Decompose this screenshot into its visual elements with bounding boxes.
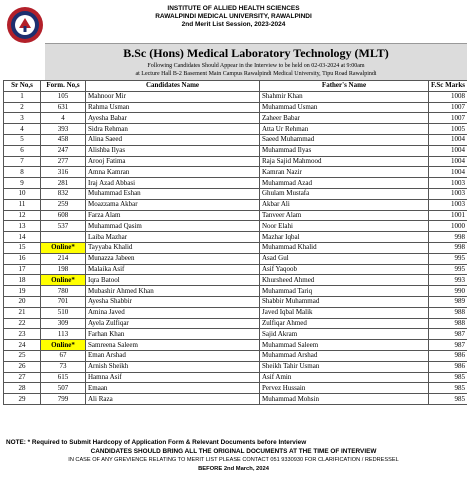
note-original-documents: CANDIDATES SHOULD BRING ALL THE ORIGINAL DOCUMENTS AT THE TIME OF INTERVIEW	[90, 448, 377, 455]
cell-father-name: Zaheer Babar	[260, 113, 429, 124]
cell-candidate-name: Iqra Batool	[86, 275, 260, 286]
cell-sr-no: 17	[4, 264, 41, 275]
cell-candidate-name: Hamna Asif	[86, 372, 260, 383]
cell-candidate-name: Emaan	[86, 383, 260, 394]
table-row	[4, 188, 467, 199]
cell-candidate-name: Farza Alam	[86, 210, 260, 221]
cell-form-no: 615	[41, 372, 86, 383]
cell-fsc-marks: 1007	[429, 113, 467, 124]
cell-candidate-name: Malaika Asif	[86, 264, 260, 275]
table-row	[4, 232, 467, 243]
cell-candidate-name: Ayesha Babar	[86, 113, 260, 124]
cell-fsc-marks: 1003	[429, 188, 467, 199]
cell-sr-no: 12	[4, 210, 41, 221]
cell-sr-no: 27	[4, 372, 41, 383]
cell-candidate-name: Ali Raza	[86, 394, 260, 405]
cell-form-no: 198	[41, 264, 86, 275]
program-title: B.Sc (Hons) Medical Laboratory Technology (MLT)	[123, 46, 389, 60]
cell-form-no: 799	[41, 394, 86, 405]
cell-fsc-marks: 988	[429, 307, 467, 318]
cell-sr-no: 4	[4, 124, 41, 135]
cell-sr-no: 9	[4, 178, 41, 189]
cell-father-name: Muhammad Azad	[260, 178, 429, 189]
table-row	[4, 318, 467, 329]
table-row	[4, 296, 467, 307]
cell-sr-no: 13	[4, 221, 41, 232]
table-row	[4, 91, 467, 102]
table-row	[4, 372, 467, 383]
table-row	[4, 264, 467, 275]
cell-candidate-name: Ayesha Shabbir	[86, 296, 260, 307]
cell-fsc-marks: 1000	[429, 221, 467, 232]
header-sr-no: Sr No,s	[4, 81, 41, 92]
cell-sr-no: 7	[4, 156, 41, 167]
cell-form-no	[41, 232, 86, 243]
merit-table	[3, 80, 467, 405]
table-row	[4, 102, 467, 113]
cell-form-no: 393	[41, 124, 86, 135]
table-row	[4, 361, 467, 372]
cell-father-name: Asif Amin	[260, 372, 429, 383]
university-title: RAWALPINDI MEDICAL UNIVERSITY, RAWALPINDI	[155, 13, 312, 20]
cell-father-name: Asad Gul	[260, 253, 429, 264]
cell-form-no: 608	[41, 210, 86, 221]
cell-father-name: Muhammad Usman	[260, 102, 429, 113]
cell-fsc-marks: 987	[429, 329, 467, 340]
cell-candidate-name: Iraj Azad Abbasi	[86, 178, 260, 189]
cell-candidate-name: Arnish Sheikh	[86, 361, 260, 372]
cell-father-name: Atta Ur Rehman	[260, 124, 429, 135]
cell-father-name: Shahmir Khan	[260, 91, 429, 102]
cell-sr-no: 5	[4, 134, 41, 145]
cell-form-no: 73	[41, 361, 86, 372]
program-banner	[45, 43, 467, 80]
cell-candidate-name: Amna Kamran	[86, 167, 260, 178]
cell-fsc-marks: 1008	[429, 91, 467, 102]
cell-candidate-name: Eman Arshad	[86, 350, 260, 361]
cell-candidate-name: Farhan Khan	[86, 329, 260, 340]
table-row	[4, 329, 467, 340]
cell-form-no: 631	[41, 102, 86, 113]
cell-sr-no: 2	[4, 102, 41, 113]
cell-fsc-marks: 986	[429, 361, 467, 372]
cell-father-name: Muhammad Ilyas	[260, 145, 429, 156]
cell-fsc-marks: 989	[429, 296, 467, 307]
session-title: 2nd Merit List Session, 2023-2024	[181, 21, 286, 28]
cell-form-no: 537	[41, 221, 86, 232]
table-row	[4, 394, 467, 405]
table-row	[4, 178, 467, 189]
table-row	[4, 156, 467, 167]
cell-sr-no: 19	[4, 286, 41, 297]
cell-fsc-marks: 1001	[429, 210, 467, 221]
interview-schedule: Following Candidates Should Appear in the Interview to be held on 02-03-2024 at 9:00am	[147, 63, 365, 69]
cell-form-no: 701	[41, 296, 86, 307]
cell-fsc-marks: 995	[429, 253, 467, 264]
cell-sr-no: 24	[4, 340, 41, 351]
table-row	[4, 253, 467, 264]
cell-form-no: 214	[41, 253, 86, 264]
cell-fsc-marks: 990	[429, 286, 467, 297]
cell-father-name: Javed Iqbal Malik	[260, 307, 429, 318]
cell-fsc-marks: 1005	[429, 124, 467, 135]
cell-candidate-name: Mahnoor Mir	[86, 91, 260, 102]
interview-venue: at Lecture Hall B-2 Basement Main Campus Rawalpindi Medical University, Tipu Road Rawalpindi	[135, 71, 377, 77]
cell-father-name: Zulfiqar Ahmed	[260, 318, 429, 329]
cell-fsc-marks: 1004	[429, 145, 467, 156]
cell-candidate-name: Samreena Saleem	[86, 340, 260, 351]
table-row	[4, 199, 467, 210]
cell-sr-no: 20	[4, 296, 41, 307]
cell-father-name: Tanveer Alam	[260, 210, 429, 221]
cell-sr-no: 6	[4, 145, 41, 156]
table-row	[4, 286, 467, 297]
cell-father-name: Noor Elahi	[260, 221, 429, 232]
header-form-no: Form. No,s	[41, 81, 86, 92]
cell-sr-no: 10	[4, 188, 41, 199]
cell-form-no: 832	[41, 188, 86, 199]
cell-fsc-marks: 998	[429, 232, 467, 243]
table-header-row	[4, 81, 467, 92]
cell-candidate-name: Alishba Ilyas	[86, 145, 260, 156]
cell-form-no: 507	[41, 383, 86, 394]
cell-sr-no: 21	[4, 307, 41, 318]
cell-form-no: 259	[41, 199, 86, 210]
cell-candidate-name: Moazzama Akbar	[86, 199, 260, 210]
note-hardcopy: NOTE: * Required to Submit Hardcopy of Application Form & Relevant Documents before Interview	[6, 439, 307, 446]
institute-title: INSTITUTE OF ALLIED HEALTH SCIENCES	[167, 5, 300, 12]
cell-candidate-name: Muhammad Qasim	[86, 221, 260, 232]
cell-form-no: 458	[41, 134, 86, 145]
header-candidate-name: Candidates Name	[86, 81, 260, 92]
cell-father-name: Muhammad Tariq	[260, 286, 429, 297]
cell-candidate-name: Rahma Usman	[86, 102, 260, 113]
cell-father-name: Sajid Akram	[260, 329, 429, 340]
cell-fsc-marks: 985	[429, 394, 467, 405]
cell-form-no: Online*	[41, 275, 86, 286]
cell-form-no: 4	[41, 113, 86, 124]
cell-fsc-marks: 985	[429, 383, 467, 394]
cell-fsc-marks: 1004	[429, 167, 467, 178]
cell-form-no: Online*	[41, 242, 86, 253]
table-row	[4, 210, 467, 221]
cell-father-name: Kamran Nazir	[260, 167, 429, 178]
cell-form-no: 281	[41, 178, 86, 189]
cell-sr-no: 29	[4, 394, 41, 405]
table-row	[4, 242, 467, 253]
cell-sr-no: 25	[4, 350, 41, 361]
header-fsc-marks: F.Sc Marks	[429, 81, 467, 92]
cell-form-no: 67	[41, 350, 86, 361]
cell-fsc-marks: 986	[429, 350, 467, 361]
cell-form-no: 316	[41, 167, 86, 178]
cell-sr-no: 1	[4, 91, 41, 102]
cell-candidate-name: Laiba Mazhar	[86, 232, 260, 243]
cell-father-name: Raja Sajid Mahmood	[260, 156, 429, 167]
cell-sr-no: 16	[4, 253, 41, 264]
table-row	[4, 383, 467, 394]
cell-form-no: Online*	[41, 340, 86, 351]
cell-sr-no: 22	[4, 318, 41, 329]
cell-sr-no: 18	[4, 275, 41, 286]
cell-fsc-marks: 1003	[429, 178, 467, 189]
cell-form-no: 105	[41, 91, 86, 102]
cell-sr-no: 26	[4, 361, 41, 372]
cell-sr-no: 15	[4, 242, 41, 253]
cell-sr-no: 3	[4, 113, 41, 124]
cell-father-name: Ghulam Mustafa	[260, 188, 429, 199]
cell-father-name: Mazhar Iqbal	[260, 232, 429, 243]
cell-form-no: 277	[41, 156, 86, 167]
cell-form-no: 247	[41, 145, 86, 156]
cell-form-no: 510	[41, 307, 86, 318]
cell-father-name: Asif Yaqoob	[260, 264, 429, 275]
cell-candidate-name: Amina Javed	[86, 307, 260, 318]
cell-candidate-name: Ayela Zulfiqar	[86, 318, 260, 329]
cell-fsc-marks: 1004	[429, 156, 467, 167]
table-row	[4, 340, 467, 351]
table-row	[4, 113, 467, 124]
cell-fsc-marks: 1004	[429, 134, 467, 145]
cell-fsc-marks: 1007	[429, 102, 467, 113]
note-deadline: BEFORE 2nd March, 2024	[198, 466, 269, 472]
cell-candidate-name: Tayyaba Khalid	[86, 242, 260, 253]
cell-fsc-marks: 1003	[429, 199, 467, 210]
cell-candidate-name: Mubashir Ahmed Khan	[86, 286, 260, 297]
header-father-name: Father's Name	[260, 81, 429, 92]
cell-sr-no: 11	[4, 199, 41, 210]
cell-form-no: 780	[41, 286, 86, 297]
table-row	[4, 134, 467, 145]
table-row	[4, 167, 467, 178]
cell-form-no: 309	[41, 318, 86, 329]
cell-father-name: Shabbir Muhammad	[260, 296, 429, 307]
table-row	[4, 350, 467, 361]
table-row	[4, 124, 467, 135]
cell-fsc-marks: 987	[429, 340, 467, 351]
cell-father-name: Akbar Ali	[260, 199, 429, 210]
cell-fsc-marks: 995	[429, 264, 467, 275]
note-grievance: IN CASE OF ANY GREVIENCE RELATING TO MERIT LIST PLEASE CONTACT 051 9330930 FOR CLARIFICATION / REDRESSEL	[68, 457, 399, 463]
cell-candidate-name: Munazza Jabeen	[86, 253, 260, 264]
cell-father-name: Muhammad Saleem	[260, 340, 429, 351]
cell-father-name: Khursheed Ahmed	[260, 275, 429, 286]
cell-father-name: Saeed Muhammad	[260, 134, 429, 145]
cell-sr-no: 23	[4, 329, 41, 340]
cell-father-name: Muhammad Arshad	[260, 350, 429, 361]
cell-fsc-marks: 993	[429, 275, 467, 286]
table-row	[4, 307, 467, 318]
cell-sr-no: 8	[4, 167, 41, 178]
cell-form-no: 113	[41, 329, 86, 340]
cell-fsc-marks: 988	[429, 318, 467, 329]
cell-father-name: Sheikh Tahir Usman	[260, 361, 429, 372]
cell-candidate-name: Sidra Rehman	[86, 124, 260, 135]
cell-candidate-name: Alina Saeed	[86, 134, 260, 145]
cell-father-name: Pervez Hussain	[260, 383, 429, 394]
cell-father-name: Muhammad Mohsin	[260, 394, 429, 405]
cell-sr-no: 28	[4, 383, 41, 394]
cell-fsc-marks: 998	[429, 242, 467, 253]
cell-candidate-name: Arooj Fatima	[86, 156, 260, 167]
cell-candidate-name: Muhammad Eshan	[86, 188, 260, 199]
table-row	[4, 145, 467, 156]
table-row	[4, 275, 467, 286]
cell-sr-no: 14	[4, 232, 41, 243]
cell-fsc-marks: 985	[429, 372, 467, 383]
table-row	[4, 221, 467, 232]
cell-father-name: Muhammad Khalid	[260, 242, 429, 253]
